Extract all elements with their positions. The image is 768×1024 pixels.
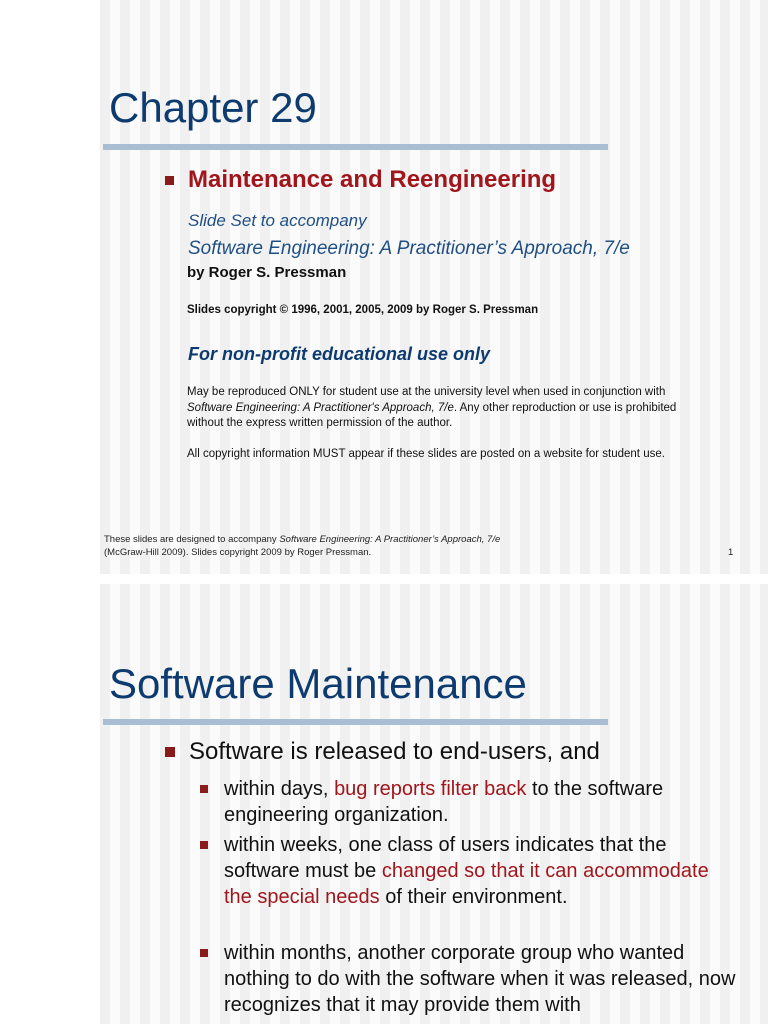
sub-bullet-days xyxy=(200,776,740,828)
text-segment: within days, xyxy=(224,778,335,800)
nonprofit-notice: For non-profit educational use only xyxy=(188,344,491,364)
subtitle-line-1: Slide Set to accompany xyxy=(188,211,367,230)
slide-title: Software Maintenance xyxy=(109,660,527,707)
bullet-square-icon xyxy=(200,785,208,793)
text-segment: to the software engineering organization. xyxy=(224,778,664,826)
copyright-paragraph: All copyright information MUST appear if these slides are posted on a website for student use. xyxy=(187,448,665,460)
footer-text-b: (McGraw-Hill 2009). Slides copyright 2009 by Roger Pressman. xyxy=(104,547,372,558)
slide-2-content xyxy=(0,584,768,1024)
bullet-square-icon xyxy=(200,949,208,957)
highlight-text: bug reports filter back xyxy=(334,778,527,800)
slide-title: Chapter 29 xyxy=(109,84,317,131)
main-bullet xyxy=(165,166,556,194)
para-text-b: . Any other reproduction or use is prohibited without the express written permission of the author. xyxy=(187,401,677,429)
bullet-square-icon xyxy=(165,176,174,185)
text-segment: within months, another corporate group who wanted nothing to do with the software when it was released, now recognizes that it may provide them with xyxy=(224,942,736,1016)
page-number: 1 xyxy=(728,547,734,558)
title-rule xyxy=(103,144,608,150)
highlight-text: changed so that it can accommodate the special needs xyxy=(224,860,709,908)
subtitle-line-2: Software Engineering: A Practitioner’s Approach, 7/e xyxy=(188,238,630,259)
sub-bullet-weeks xyxy=(200,832,740,910)
para-text-a: May be reproduced ONLY for student use at the university level when used in conjunction with xyxy=(187,386,666,398)
main-bullet xyxy=(165,738,600,766)
text-segment: within weeks, one class of users indicates that the software must be xyxy=(224,834,667,882)
sub-bullet-months xyxy=(200,940,740,1018)
footer-text-a: These slides are designed to accompany xyxy=(104,534,280,545)
author-line: by Roger S. Pressman xyxy=(187,264,347,281)
sub-bullet-text xyxy=(224,940,740,1018)
sub-bullet-text xyxy=(224,832,740,910)
sub-bullet-text xyxy=(224,776,740,828)
slide-2 xyxy=(0,584,768,1024)
slide-footer xyxy=(104,533,604,559)
copyright-line: Slides copyright © 1996, 2001, 2005, 2009 by Roger S. Pressman xyxy=(187,304,539,316)
footer-book-title: Software Engineering: A Practitioner’s Approach, 7/e xyxy=(279,534,501,545)
para-book-title: Software Engineering: A Practitioner's Approach, 7/e xyxy=(187,401,454,414)
title-rule xyxy=(103,719,608,725)
reproduction-paragraph xyxy=(187,385,707,432)
text-segment: of their environment. xyxy=(379,886,568,908)
bullet-text: Software is released to end-users, and xyxy=(189,738,600,765)
slide-divider xyxy=(0,574,768,584)
bullet-text: Maintenance and Reengineering xyxy=(188,166,557,193)
bullet-square-icon xyxy=(200,841,208,849)
bullet-square-icon xyxy=(165,747,175,757)
